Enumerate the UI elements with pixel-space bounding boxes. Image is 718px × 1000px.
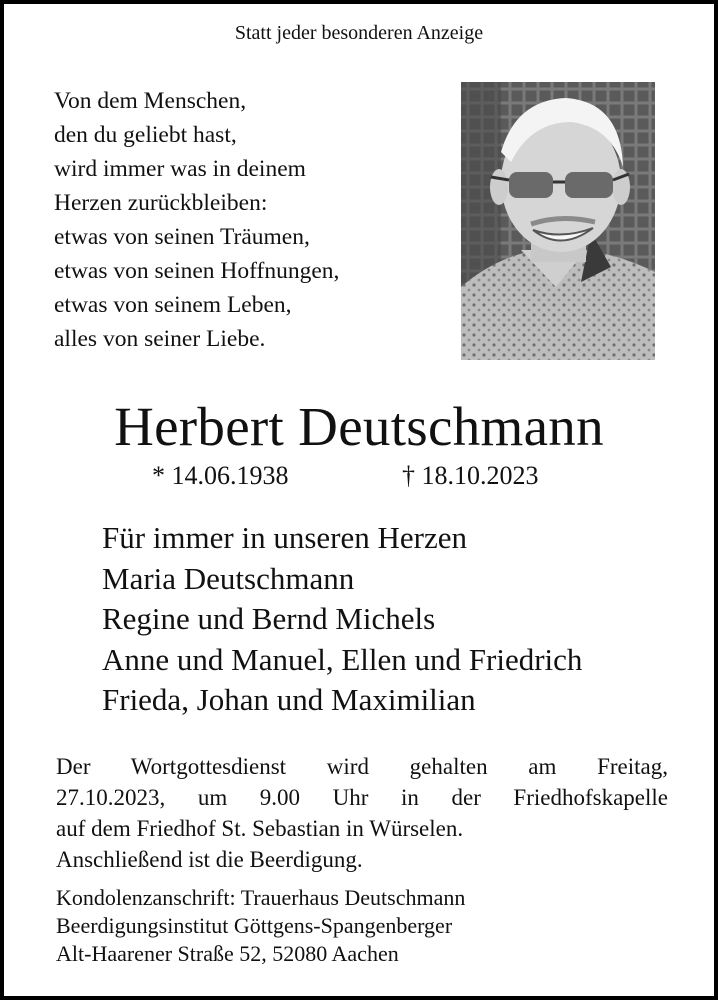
family-list: [102, 518, 582, 721]
deceased-name: Herbert Deutschmann: [114, 396, 604, 457]
poem-line: Von dem Menschen,: [54, 88, 247, 114]
poem-line: den du geliebt hast,: [54, 122, 237, 148]
poem-line: Herzen zurückbleiben:: [54, 190, 268, 216]
portrait-illustration: [461, 82, 655, 360]
poem-line: alles von seiner Liebe.: [54, 326, 266, 352]
death-date: † 18.10.2023: [402, 461, 539, 490]
family-line: Maria Deutschmann: [102, 560, 355, 596]
header-text: Statt jeder besonderen Anzeige: [234, 22, 484, 44]
poem-line: etwas von seinen Träumen,: [54, 224, 310, 250]
contact-line: Beerdigungsinstitut Göttgens-Spangenberger: [56, 913, 453, 938]
portrait-photo: [461, 82, 655, 360]
poem: [54, 84, 339, 356]
service-line: auf dem Friedhof St. Sebastian in Würselen.: [56, 816, 464, 841]
service-line: Anschließend ist die Beerdigung.: [56, 847, 363, 872]
service-line: 27.10.2023, um 9.00 Uhr in der Friedhofskapelle: [56, 785, 668, 810]
poem-line: etwas von seinen Hoffnungen,: [54, 258, 340, 284]
service-info: [56, 751, 668, 875]
poem-line: wird immer was in deinem: [54, 156, 306, 182]
contact-line: Kondolenzanschrift: Trauerhaus Deutschmann: [56, 885, 466, 910]
family-line: Frieda, Johan und Maximilian: [102, 682, 476, 717]
poem-line: etwas von seinem Leben,: [54, 292, 292, 318]
service-line: Der Wortgottesdienst wird gehalten am Freitag,: [56, 754, 668, 779]
family-line: Für immer in unseren Herzen: [102, 520, 467, 555]
birth-date: * 14.06.1938: [152, 461, 289, 490]
contact-line: Alt-Haarener Straße 52, 52080 Aachen: [56, 941, 399, 966]
family-line: Regine und Bernd Michels: [102, 601, 436, 636]
family-line: Anne und Manuel, Ellen und Friedrich: [102, 641, 583, 677]
contact-info: [56, 884, 465, 968]
